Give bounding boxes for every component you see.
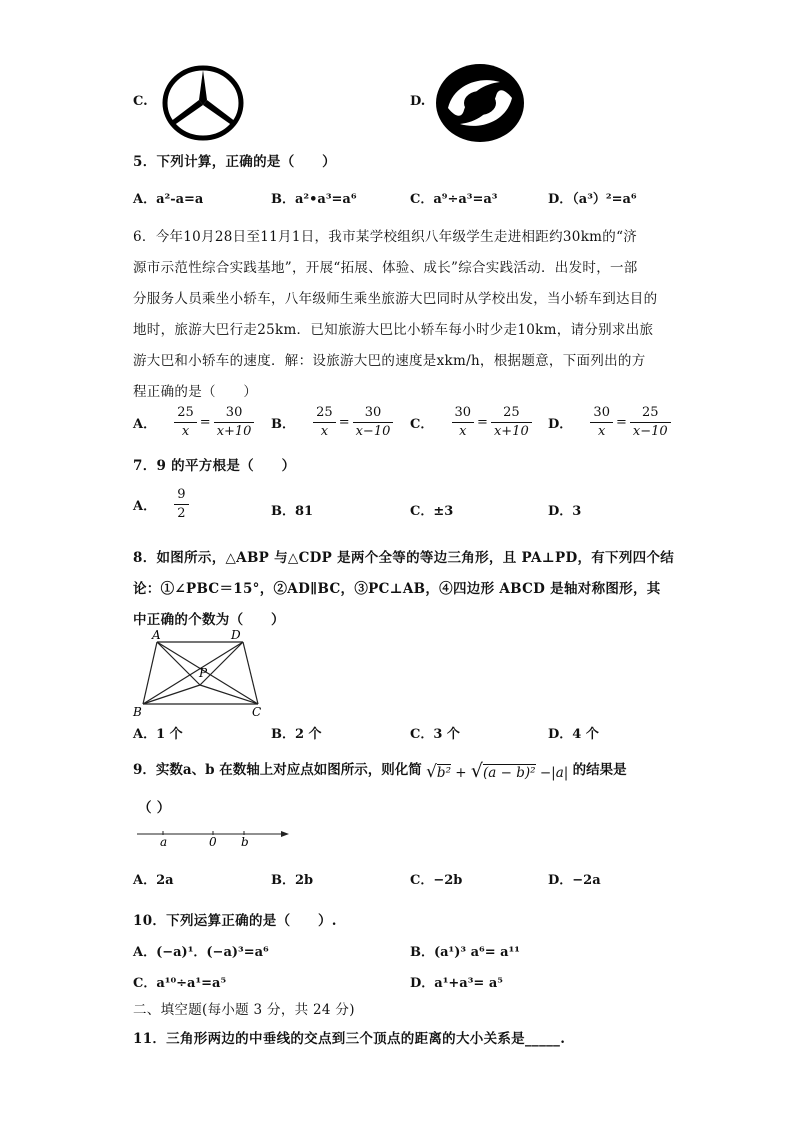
q6-b-left-fraction: $\frac{25}{x}$: [313, 404, 336, 441]
q6-option-a-label: A．: [133, 417, 157, 432]
q5-option-a: A．a²-a=a: [133, 192, 204, 207]
q10-option-c: C．a¹⁰÷a¹=a⁵: [133, 976, 227, 991]
q8-fig-label-a: A: [152, 628, 161, 642]
swirl-logo-icon: [434, 62, 526, 144]
q9-option-a: A．2a: [133, 873, 174, 888]
q6-line-6: 程正确的是（ ）: [133, 384, 258, 400]
q9-axis-label-b: b: [241, 835, 249, 849]
q9-stem-pre: 9．实数a、b 在数轴上对应点如图所示，则化简: [133, 762, 422, 778]
q9-option-c: C．−2b: [410, 873, 463, 888]
q8-fig-label-p: P: [199, 666, 208, 680]
q4-option-d-label: D.: [410, 94, 426, 109]
q7-option-b: B．81: [271, 504, 314, 519]
q10-option-d: D．a¹+a³= a⁵: [410, 976, 503, 991]
q5-option-c: C．a⁹÷a³=a³: [410, 192, 498, 207]
q8-option-b: B．2 个: [271, 727, 322, 742]
q7-option-a-label: A．: [133, 499, 157, 514]
q8-trapezoid-figure: [130, 628, 270, 720]
q9-option-b: B．2b: [271, 873, 314, 888]
q8-option-d: D．4 个: [548, 727, 599, 742]
q10-stem: 10．下列运算正确的是（ ）.: [133, 913, 337, 929]
q8-fig-label-d: D: [231, 628, 241, 642]
q8-fig-label-c: C: [252, 705, 262, 719]
q8-line-2: 论：①∠PBC＝15°，②AD∥BC，③PC⊥AB，④四边形 ABCD 是轴对称图形，其: [133, 581, 661, 597]
q6-line-3: 分服务人员乘坐小轿车，八年级师生乘坐旅游大巴同时从学校出发，当小轿车到达目的: [133, 291, 658, 307]
q6-d-left-fraction: $\frac{30}{x}$: [590, 404, 613, 441]
q6-option-a: A． $\frac{25}{x}$ = $\frac{30}{x+10}$: [133, 404, 254, 441]
q4-option-c-label: C.: [133, 94, 148, 109]
q7-a-fraction: $\frac{9}{2}$: [174, 486, 188, 523]
q6-c-left-fraction: $\frac{30}{x}$: [452, 404, 475, 441]
q9-paren: （ ）: [138, 800, 171, 816]
section-2-title: 二、填空题(每小题 3 分，共 24 分): [133, 1002, 355, 1018]
q6-option-d-label: D．: [548, 417, 573, 432]
q9-radical-expression: √b² + √(a − b)² −|a|: [426, 759, 569, 782]
q9-stem-post: 的结果是: [572, 762, 627, 778]
q6-line-5: 游大巴和小轿车的速度．解：设旅游大巴的速度是xkm/h，根据题意，下面列出的方: [133, 353, 646, 369]
q6-c-right-fraction: $\frac{25}{x+10}$: [491, 404, 532, 441]
q8-line-1: 8．如图所示，△ABP 与△CDP 是两个全等的等边三角形，且 PA⊥PD，有下列四个结: [133, 550, 675, 566]
q5-option-d: D．（a³）²=a⁶: [548, 192, 637, 207]
q9-axis-label-a: a: [160, 835, 168, 849]
q8-option-a: A．1 个: [133, 727, 183, 742]
q6-line-4: 地时，旅游大巴行走25km．已知旅游大巴比小轿车每小时少走10km，请分别求出旅: [133, 322, 654, 338]
q9-option-d: D．−2a: [548, 873, 601, 888]
q6-line-2: 源市示范性综合实践基地”，开展“拓展、体验、成长”综合实践活动．出发时，一部: [133, 260, 638, 276]
q6-option-c-label: C．: [410, 417, 434, 432]
q6-d-right-fraction: $\frac{25}{x-10}$: [630, 404, 671, 441]
q5-option-b: B．a²•a³=a⁶: [271, 192, 357, 207]
q6-a-right-fraction: $\frac{30}{x+10}$: [214, 404, 255, 441]
q6-option-c: C． $\frac{30}{x}$ = $\frac{25}{x+10}$: [410, 404, 532, 441]
q8-line-3: 中正确的个数为（ ）: [133, 612, 285, 628]
q6-option-b: B． $\frac{25}{x}$ = $\frac{30}{x-10}$: [271, 404, 393, 441]
q10-option-a: A．(−a)¹．(−a)³=a⁶: [133, 945, 269, 960]
q8-fig-label-b: B: [133, 705, 142, 719]
q10-option-b: B．(a¹)³ a⁶= a¹¹: [410, 945, 520, 960]
mercedes-logo-icon: [160, 64, 246, 142]
q9-number-line: [133, 826, 293, 850]
q6-option-d: D． $\frac{30}{x}$ = $\frac{25}{x-10}$: [548, 404, 671, 441]
q11-stem: 11．三角形两边的中垂线的交点到三个顶点的距离的大小关系是_____.: [133, 1031, 566, 1047]
q6-line-1: 6．今年10月28日至11月1日，我市某学校组织八年级学生走进相距约30km的“济: [133, 229, 638, 245]
q9-axis-label-o: 0: [209, 835, 217, 849]
q7-stem: 7．9 的平方根是（ ）: [133, 458, 296, 474]
q7-option-c: C．±3: [410, 504, 454, 519]
q9-stem: [133, 758, 627, 782]
q7-option-a: [133, 486, 189, 523]
q7-option-d: D．3: [548, 504, 582, 519]
q8-option-c: C．3 个: [410, 727, 460, 742]
q6-a-left-fraction: $\frac{25}{x}$: [174, 404, 197, 441]
q6-option-b-label: B．: [271, 417, 295, 432]
q5-stem: 5．下列计算，正确的是（ ）: [133, 154, 336, 170]
q6-b-right-fraction: $\frac{30}{x-10}$: [353, 404, 394, 441]
